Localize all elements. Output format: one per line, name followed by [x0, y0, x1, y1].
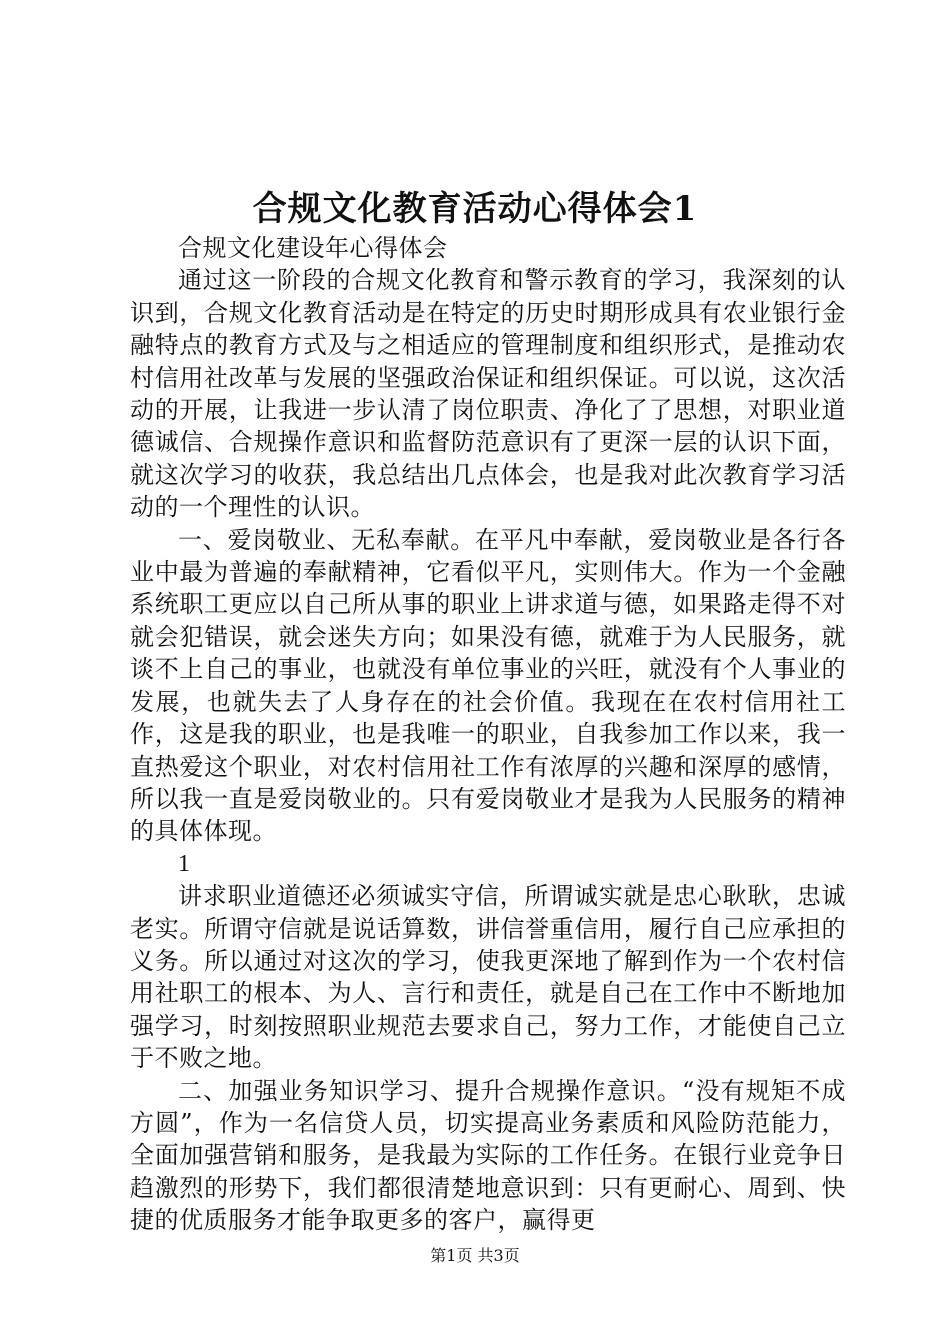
intro-paragraph: 通过这一阶段的合规文化教育和警示教育的学习，我深刻的认识到，合规文化教育活动是在特定的历史时期形成具有农业银行金融特点的教育方式及与之相适应的管理制度和组织形式，是推动农村信用社改革与发展的坚强政治保证和组织保证。可以说，这次活动的开展，让我进一步认清了岗位职责、净化了了思想，对职业道德诚信、合规操作意识和监督防范意识有了更深一层的认识下面，就这次学习的收获，我总结出几点体会，也是我对此次教育学习活动的一个理性的认识。	[130, 266, 846, 522]
integrity-paragraph: 讲求职业道德还必须诚实守信，所谓诚实就是忠心耿耿，忠诚老实。所谓守信就是说话算数，讲信誉重信用，履行自己应承担的义务。所以通过对这次的学习，使我更深地了解到作为一个农村信用社职工的根本、为人、言行和责任，就是自己在工作中不断地加强学习，时刻按照职业规范去要求自己，努力工作，才能使自己立于不败之地。	[130, 882, 846, 1073]
document-body	[130, 232, 846, 1237]
subtitle-paragraph: 合规文化建设年心得体会	[178, 234, 448, 262]
section-two-paragraph: 二、加强业务知识学习、提升合规操作意识。“没有规矩不成方圆”，作为一名信贷人员，切实提高业务素质和风险防范能力，全面加强营销和服务，是我最为实际的工作任务。在银行业竞争日趋激烈的形势下，我们都很清楚地意识到：只有更耐心、周到、快捷的优质服务才能争取更多的客户，赢得更	[130, 1076, 846, 1235]
document-title: 合规文化教育活动心得体会1	[252, 189, 698, 229]
section-one-paragraph: 一、爱岗敬业、无私奉献。在平凡中奉献，爱岗敬业是各行各业中最为普遍的奉献精神，它看似平凡，实则伟大。作为一个金融系统职工更应以自己所从事的职业上讲求道与德，如果路走得不对就会犯错误，就会迷失方向；如果没有德，就难于为人民服务，就谈不上自己的事业，也就没有单位事业的兴旺，就没有个人事业的发展，也就失去了人身存在的社会价值。我现在在农村信用社工作，这是我的职业，也是我唯一的职业，自我参加工作以来，我一直热爱这个职业，对农村信用社工作有浓厚的兴趣和深厚的感情，所以我一直是爱岗敬业的。只有爱岗敬业才是我为人民服务的精神的具体体现。	[130, 525, 846, 846]
inline-page-number: 1	[178, 850, 191, 877]
page-footer: 第1页 共3页	[430, 1246, 520, 1265]
